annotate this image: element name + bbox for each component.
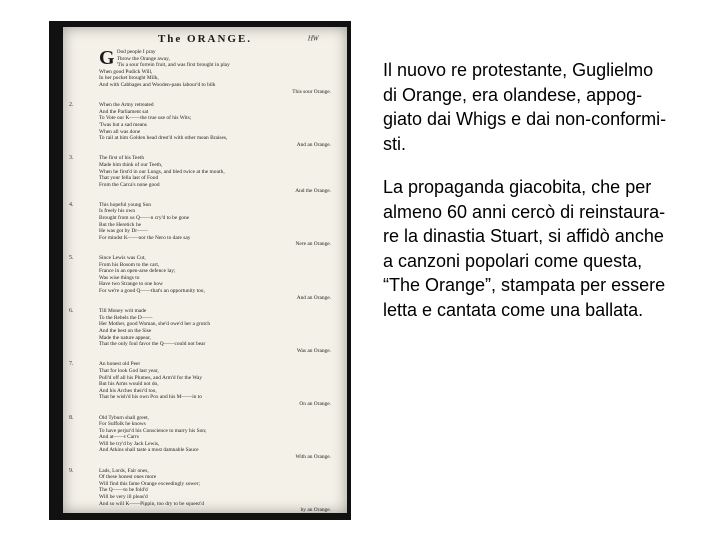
- verse-line: When the Army retreated: [99, 102, 154, 109]
- scanned-broadside-image: [49, 21, 351, 520]
- verse-line: And so will K——Pippin, too dry to be squeez'd: [99, 500, 205, 507]
- stanza: [69, 467, 337, 514]
- verse-line: That for look God last year,: [99, 367, 159, 374]
- verse-line: That he wish'd his own Pox and his M——in to: [99, 394, 202, 401]
- verse-line: And the Orange.: [295, 188, 331, 195]
- verse-line: And Atkins shall taste a most damnable Sauce: [99, 447, 199, 454]
- handwritten-mark: ᴴᵂ: [307, 33, 319, 47]
- verse-line: Will be very ill pleas'd: [99, 494, 148, 501]
- verse-line: For mindst K——nor the Nero to dare say: [99, 234, 191, 241]
- verse-line: Was wise things to: [99, 274, 140, 281]
- verse-line: But the Heretick he: [99, 221, 142, 228]
- verse-line: And the best on the Sise: [99, 327, 152, 334]
- verse-line: Made the nature appear,: [99, 334, 151, 341]
- verse-line: Lads, Lords, Fair ones,: [99, 467, 149, 474]
- verse-line: That your fella last of Food: [99, 175, 159, 182]
- verse-line: That the only foul favor the Q——could not bear: [99, 341, 206, 348]
- stanza-number: 6.: [69, 308, 74, 315]
- stanza: [69, 255, 337, 301]
- verse-line: This sour Orange.: [292, 88, 331, 95]
- stanza: [69, 361, 337, 407]
- stanza-number: 5.: [69, 255, 74, 262]
- verse-line: Made him think of our Teeth,: [99, 161, 163, 168]
- verse-line: Will be try'd by Jack Lewis,: [99, 440, 160, 447]
- verse-line: He was got by Dr——: [99, 228, 148, 235]
- verse-line: And an Orange.: [296, 294, 331, 301]
- broadside-title: The ORANGE.: [157, 33, 253, 45]
- verse-line: Brought from us Q——n cry'd to be gone: [99, 215, 190, 222]
- verse-line: To Vote our K——the true use of his Wits;: [99, 115, 192, 122]
- verse-line: Pull'd off all his Plumes, and Arm'd for the Way: [99, 374, 203, 381]
- verse-line: In her pocket brought Milk,: [99, 75, 159, 82]
- stanza: [69, 102, 337, 148]
- verse-line: And at——t Carrs: [99, 434, 139, 441]
- verse-line: From his Bosom to the cart,: [99, 261, 160, 268]
- verse-line: And the Parliament sat: [99, 108, 149, 115]
- verse-line: Is freely his own: [99, 208, 136, 215]
- verse-line: And with Cabbages and Wooden-pans labour'd to bilk: [99, 81, 216, 88]
- stanza: [69, 155, 337, 195]
- verse-line: When all was done: [99, 128, 141, 135]
- verse-line: Since Lewis was Cut,: [99, 255, 146, 262]
- verse-line: Of these honest ones more: [99, 474, 157, 481]
- verse-line: But his Arms would not do,: [99, 381, 159, 388]
- stanza-number: 9.: [69, 467, 74, 474]
- stanza-number: 8.: [69, 414, 74, 421]
- stanza: [69, 414, 337, 461]
- verse-line: Throw the Orange away,: [116, 55, 170, 62]
- verse-line: The first of his Teeth: [99, 155, 145, 162]
- verse-line: On an Orange.: [299, 400, 331, 407]
- verse-line: From the Carca's none good: [99, 181, 160, 188]
- verse-line: For Suffolk he knows: [99, 421, 146, 428]
- verse-line: by an Orange.: [300, 507, 331, 514]
- verse-line: When he first'd in our Lungs, and bled twice at the mouth,: [99, 168, 225, 175]
- paragraph-1: Il nuovo re protestante, Guglielmo di Orange, era olandese, appog- giato dai Whigs e dai non-conformi- sti.: [383, 60, 667, 154]
- verse-line: And his Arches their'd too,: [99, 387, 157, 394]
- verse-line: France in an open-arse defence lay;: [99, 268, 176, 275]
- stanza-number: 2.: [69, 102, 74, 109]
- verse-line: Her Mother, good Woman, she'd owe'd her a grutch: [99, 321, 211, 328]
- verse-line: Will find this fame Orange exceedingly sower;: [99, 480, 200, 487]
- verse-line: When good Pudick Will,: [99, 68, 153, 75]
- verse-line: With an Orange.: [295, 454, 331, 461]
- drop-cap: G: [99, 47, 115, 69]
- verse-line: For we're a good Q——that's an opportunity too,: [99, 288, 205, 294]
- verse-line: This hopeful young Son: [99, 201, 151, 208]
- caption-text: [383, 58, 703, 341]
- verse-line: An honest old Peer: [99, 361, 141, 368]
- broadside-stanzas: [69, 47, 337, 520]
- stanza: [69, 308, 337, 354]
- stanza: [69, 201, 337, 248]
- verse-line: 'Tis a sour forrein fruit, and was first brought in play: [116, 62, 230, 69]
- verse-line: Ood people I pray: [116, 49, 156, 55]
- broadside-sheet: [63, 27, 347, 513]
- stanza-number: 4.: [69, 201, 74, 208]
- verse-line: The Q——to be fold'd: [99, 487, 148, 494]
- verse-line: And an Orange.: [296, 141, 331, 148]
- stanza: [99, 49, 337, 95]
- verse-line: Till Money writ made: [99, 308, 147, 315]
- verse-line: 'Twas but a sad means: [99, 121, 147, 128]
- paragraph-2: La propaganda giacobita, che per almeno 60 anni cercò di reinstaura- re la dinastia Stuart, si affidò anche a canzoni popolari come questa, “The Orange”, stampata per essere letta e cantata come una ballata.: [383, 177, 666, 320]
- stanza-number: 7.: [69, 361, 74, 368]
- verse-line: Nere an Orange.: [295, 241, 331, 248]
- verse-line: To the Rebels the D——: [99, 314, 153, 321]
- verse-line: To rail at him Golden head drest'd with other mean Braises,: [99, 135, 228, 142]
- verse-line: To have perjur'd his Conscience to marry his Son;: [99, 427, 207, 434]
- verse-line: Was an Orange.: [296, 347, 331, 354]
- verse-line: Old Tyburn shall greet,: [99, 414, 149, 421]
- verse-line: Have two Strange to one how: [99, 281, 163, 288]
- stanza-number: 3.: [69, 155, 74, 162]
